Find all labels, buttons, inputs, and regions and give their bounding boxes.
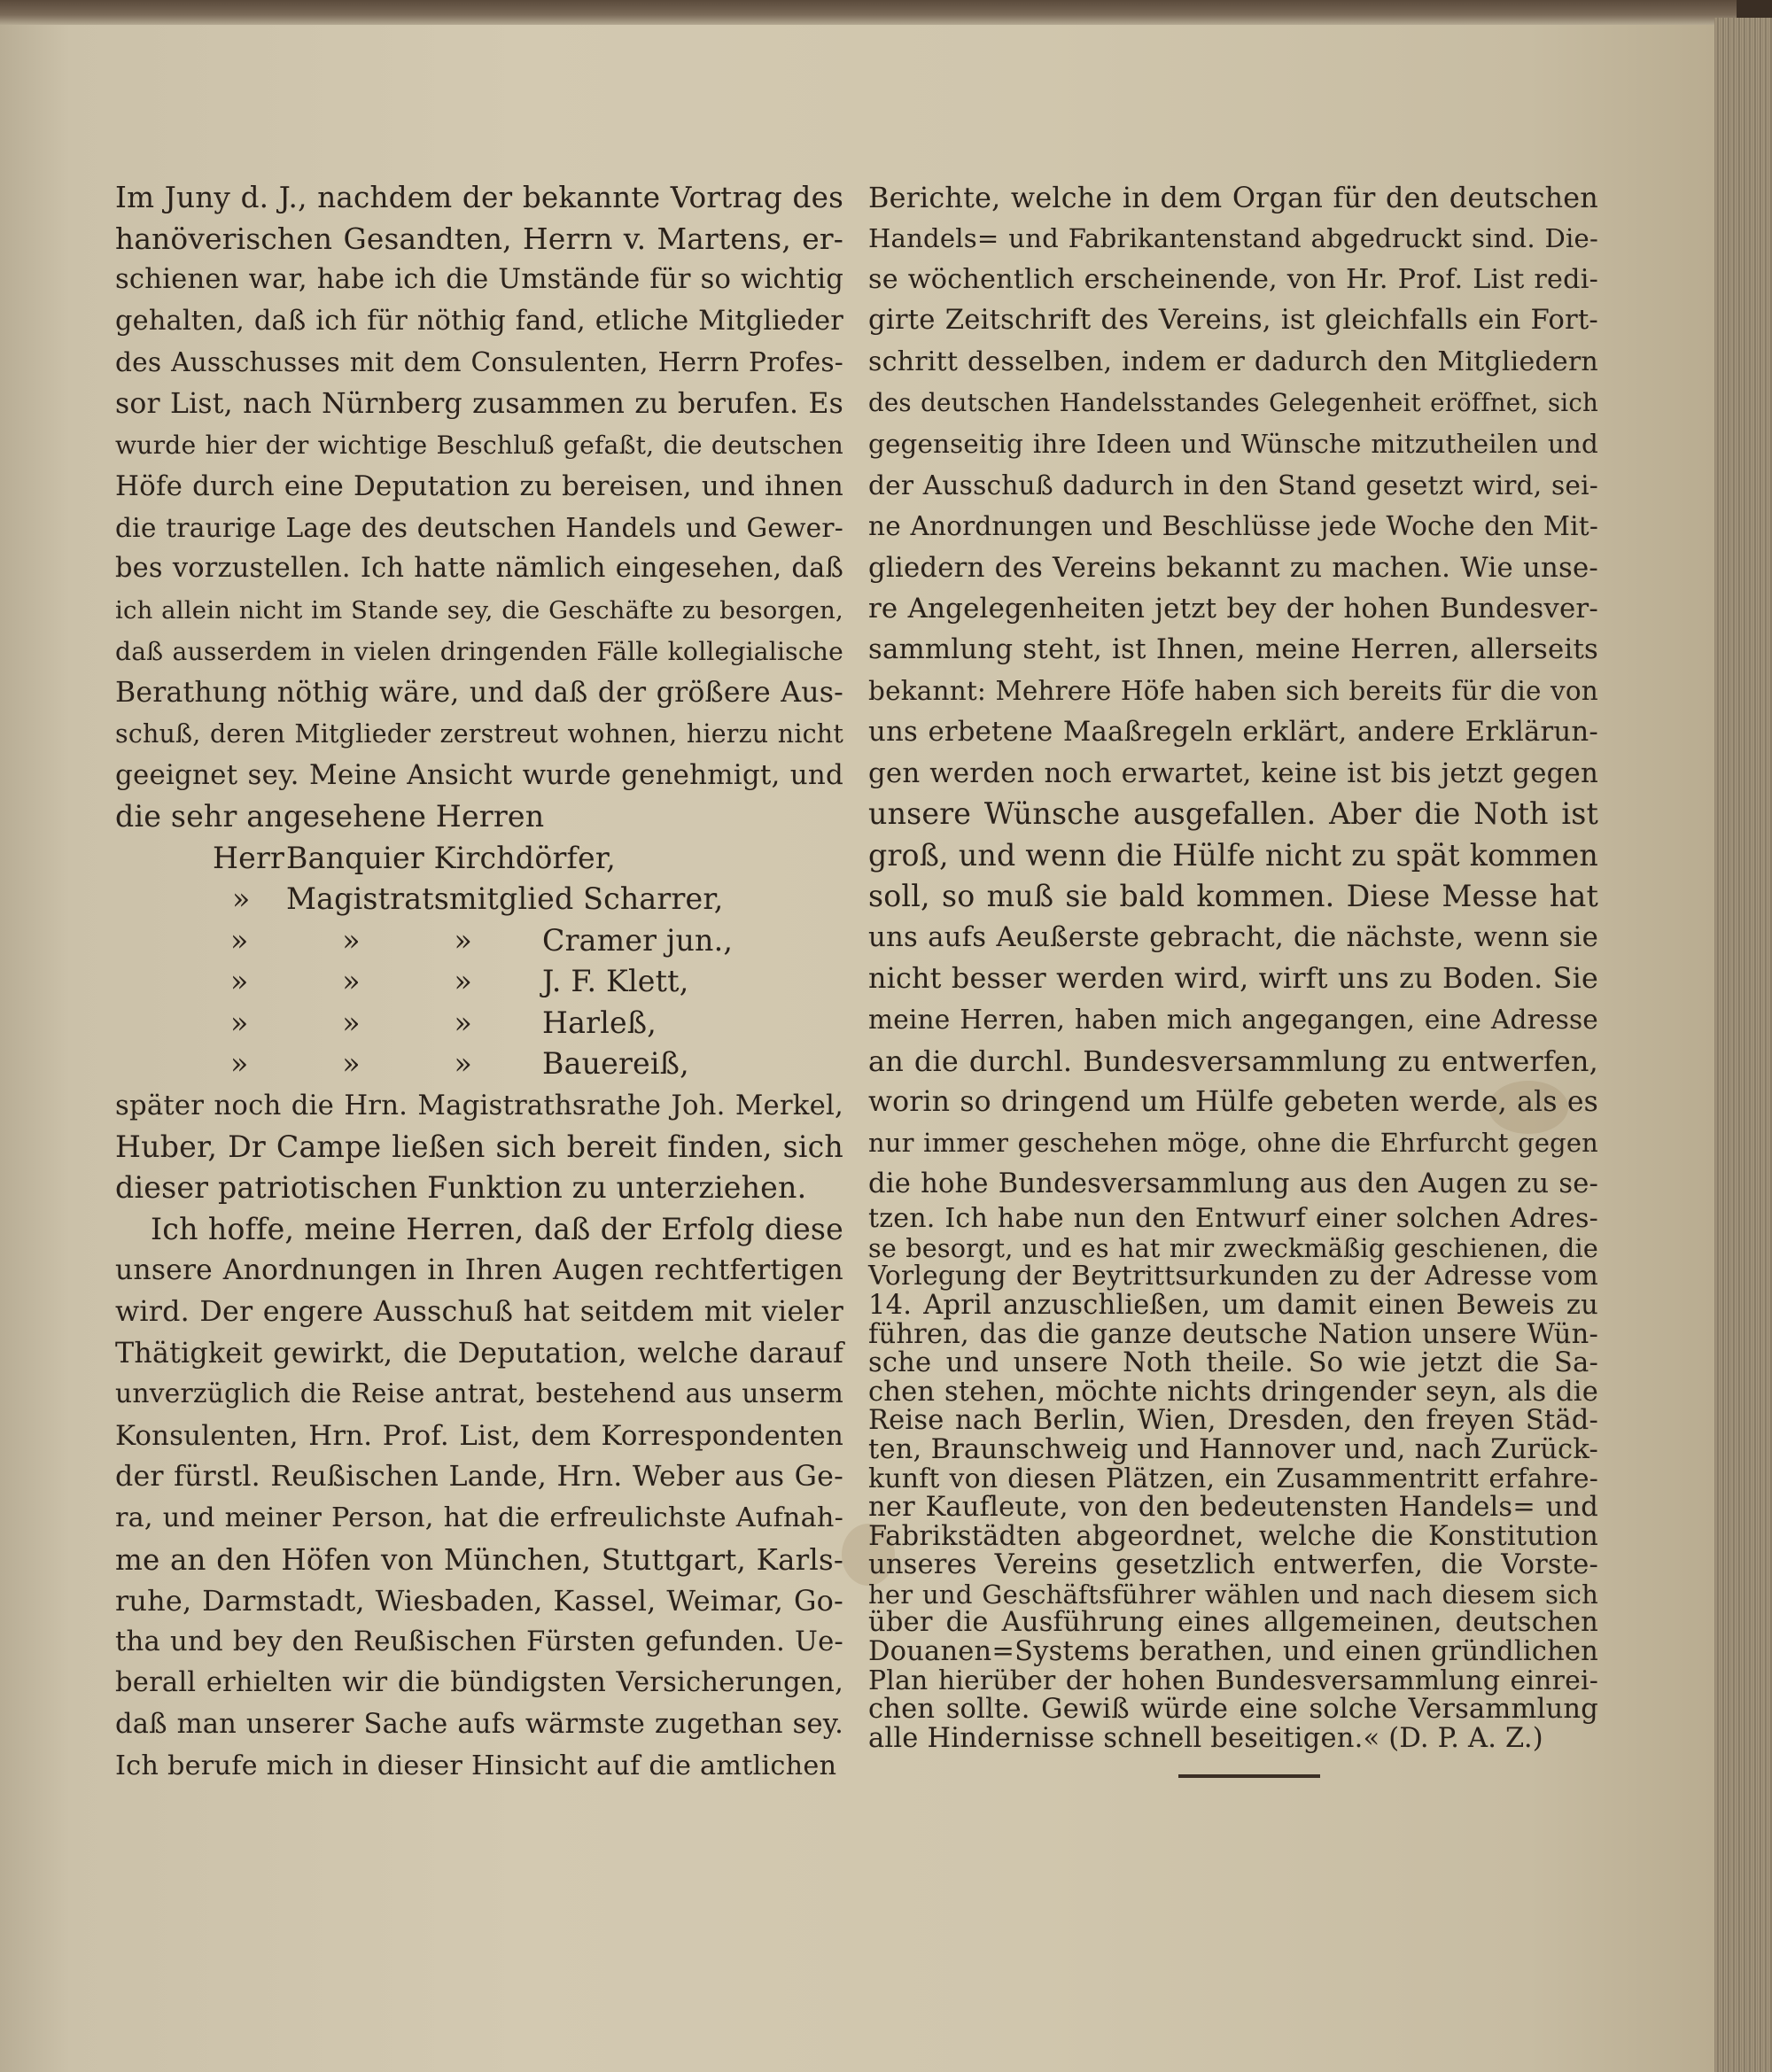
list-prefix: »: [232, 881, 251, 917]
text-line: ten, Braunschweig und Hannover und, nach Zurück-: [868, 1433, 1598, 1465]
text-line: später noch die Hrn. Magistrathsrathe Joh. Merkel,: [115, 1090, 843, 1122]
list-prefix: » » »: [230, 1046, 473, 1082]
list-name: Bauereiß,: [542, 1046, 689, 1082]
text-line: die sehr angesehene Herren: [115, 798, 545, 834]
text-line: Höfe durch eine Deputation zu bereisen, und ihnen: [115, 470, 843, 503]
text-line: ruhe, Darmstadt, Wiesbaden, Kassel, Weimar, Go-: [115, 1584, 843, 1618]
text-line: alle Hindernisse schnell beseitigen.« (D. P. A. Z.): [868, 1722, 1543, 1754]
text-line: führen, das die ganze deutsche Nation unsere Wün-: [868, 1318, 1598, 1350]
text-line: die traurige Lage des deutschen Handels und Gewer-: [115, 511, 843, 543]
text-line: die hohe Bundesversammlung aus den Augen zu se-: [868, 1168, 1598, 1199]
paragraph-3: [115, 1209, 843, 1787]
text-line: Ich hoffe, meine Herren, daß der Erfolg diese: [151, 1211, 843, 1246]
text-line: ra, und meiner Person, hat die erfreulichste Aufnah-: [115, 1502, 843, 1533]
list-prefix: » » »: [230, 922, 473, 958]
closing-rule: [1178, 1774, 1320, 1778]
text-line: unverzüglich die Reise antrat, bestehend aus unserm: [115, 1378, 843, 1410]
text-line: Vorlegung der Beytrittsurkunden zu der Adresse vom: [868, 1261, 1598, 1292]
text-line: groß, und wenn die Hülfe nicht zu spät kommen: [868, 837, 1598, 873]
text-line: Plan hierüber der hohen Bundesversammlung einrei-: [868, 1665, 1598, 1696]
text-line: schritt desselben, indem er dadurch den Mitgliedern: [868, 345, 1598, 377]
text-line: chen sollte. Gewiß würde eine solche Versammlung: [868, 1694, 1598, 1726]
text-line: dieser patriotischen Funktion zu unterziehen.: [115, 1170, 807, 1206]
left-column: [115, 177, 843, 1787]
text-line: schienen war, habe ich die Umstände für so wichtig: [115, 264, 843, 296]
list-name: Magistratsmitglied Scharrer,: [286, 881, 724, 917]
text-line: bekannt: Mehrere Höfe haben sich bereits für die von: [868, 675, 1598, 706]
text-line: Im Juny d. J., nachdem der bekannte Vortrag des: [115, 181, 843, 214]
list-name: Cramer jun.,: [542, 922, 734, 958]
list-item: [115, 1003, 843, 1044]
list-name: J. F. Klett,: [542, 964, 689, 999]
text-line: ner Kaufleute, von den bedeutensten Handels= und: [868, 1492, 1598, 1524]
list-item: [115, 838, 843, 880]
text-line: Thätigkeit gewirkt, die Deputation, welche darauf: [115, 1337, 843, 1370]
text-line: girte Zeitschrift des Vereins, ist gleichfalls ein Fort-: [868, 305, 1598, 337]
text-line: Berathung nöthig wäre, und daß der größere Aus-: [115, 677, 843, 710]
names-list: [115, 838, 843, 1086]
text-line: hanöverischen Gesandten, Herrn v. Martens, er-: [115, 221, 843, 256]
list-item: [115, 920, 843, 962]
text-line: soll, so muß sie bald kommen. Diese Messe hat: [868, 878, 1598, 913]
text-line: daß man unserer Sache aufs wärmste zugethan sey.: [115, 1708, 843, 1740]
text-line: daß ausserdem in vielen dringenden Fälle kollegialische: [115, 636, 843, 666]
page-top-edge: [0, 0, 1737, 25]
list-item: [115, 961, 843, 1003]
text-line: me an den Höfen von München, Stuttgart, Karls-: [115, 1542, 843, 1577]
text-line: wird. Der engere Ausschuß hat seitdem mit vieler: [115, 1296, 843, 1329]
text-line: Reise nach Berlin, Wien, Dresden, den freyen Städ-: [868, 1405, 1598, 1437]
text-line: nicht besser werden wird, wirft uns zu Boden. Sie: [868, 962, 1598, 995]
text-line: meine Herren, haben mich angegangen, eine Adresse: [868, 1005, 1598, 1036]
text-line: geeignet sey. Meine Ansicht wurde genehmigt, und: [115, 759, 843, 792]
text-line: her und Geschäftsführer wählen und nach diesem sich: [868, 1579, 1598, 1610]
right-text-part-2: [868, 1205, 1598, 1753]
text-line: gegenseitig ihre Ideen und Wünsche mitzutheilen und: [868, 429, 1598, 460]
list-name: Banquier Kirchdörfer,: [286, 840, 617, 875]
text-line: Huber, Dr Campe ließen sich bereit finden, sich: [115, 1129, 843, 1164]
right-text-part-1: [868, 177, 1598, 1205]
text-line: uns aufs Aeußerste gebracht, die nächste, wenn sie: [868, 921, 1598, 954]
text-line: se besorgt, und es hat mir zweckmäßig geschienen, die: [868, 1232, 1598, 1263]
text-line: Fabrikstädten abgeordnet, welche die Konstitution: [868, 1520, 1598, 1552]
text-line: gen werden noch erwartet, keine ist bis jetzt gegen: [868, 757, 1598, 789]
text-line: sor List, nach Nürnberg zusammen zu berufen. Es: [115, 387, 843, 420]
text-line: gehalten, daß ich für nöthig fand, etliche Mitglieder: [115, 305, 843, 337]
text-line: Handels= und Fabrikantenstand abgedruckt sind. Die-: [868, 223, 1598, 254]
text-line: Berichte, welche in dem Organ für den deutschen: [868, 181, 1598, 214]
text-line: sche und unsere Noth theile. So wie jetzt die Sa-: [868, 1347, 1598, 1379]
list-item: [115, 879, 843, 920]
text-line: bes vorzustellen. Ich hatte nämlich eingesehen, daß: [115, 553, 843, 585]
text-line: ich allein nicht im Stande sey, die Geschäfte zu besorgen,: [115, 595, 843, 625]
text-line: nur immer geschehen möge, ohne die Ehrfurcht gegen: [868, 1128, 1598, 1159]
list-name: Harleß,: [542, 1005, 657, 1040]
text-line: schuß, deren Mitglieder zerstreut wohnen, hierzu nicht: [115, 718, 843, 749]
text-line: 14. April anzuschließen, um damit einen Beweis zu: [868, 1289, 1598, 1321]
text-line: Konsulenten, Hrn. Prof. List, dem Korrespondenten: [115, 1419, 843, 1452]
text-line: unsere Anordnungen in Ihren Augen rechtfertigen: [115, 1254, 843, 1287]
text-line: re Angelegenheiten jetzt bey der hohen Bundesver-: [868, 593, 1598, 625]
text-line: gliedern des Vereins bekannt zu machen. Wie unse-: [868, 551, 1598, 584]
text-line: Douanen=Systems berathen, und einen gründlichen: [868, 1636, 1598, 1668]
list-prefix: » » »: [230, 1005, 473, 1040]
text-line: der fürstl. Reußischen Lande, Hrn. Weber aus Ge-: [115, 1461, 843, 1494]
text-line: der Ausschuß dadurch in den Stand gesetzt wird, sei-: [868, 469, 1598, 501]
right-column: [868, 177, 1598, 1753]
paragraph-1: [115, 177, 843, 838]
text-line: tha und bey den Reußischen Fürsten gefunden. Ue-: [115, 1626, 843, 1657]
text-line: unsere Wünsche ausgefallen. Aber die Noth ist: [868, 796, 1598, 832]
text-line: an die durchl. Bundesversammlung zu entwerfen,: [868, 1044, 1598, 1078]
text-line: tzen. Ich habe nun den Entwurf einer solchen Adres-: [868, 1203, 1598, 1235]
text-line: se wöchentlich erscheinende, von Hr. Prof. List redi-: [868, 263, 1598, 295]
list-item: [115, 1044, 843, 1085]
text-line: berall erhielten wir die bündigsten Versicherungen,: [115, 1667, 843, 1699]
text-line: des deutschen Handelsstandes Gelegenheit eröffnet, sich: [868, 388, 1598, 418]
text-line: kunft von diesen Plätzen, ein Zusammentritt erfahre-: [868, 1463, 1598, 1494]
text-line: unseres Vereins gesetzlich entwerfen, die Vorste-: [868, 1549, 1598, 1581]
list-prefix: » » »: [230, 964, 473, 999]
text-line: uns erbetene Maaßregeln erklärt, andere Erklärun-: [868, 716, 1598, 749]
text-line: chen stehen, möchte nichts dringender seyn, als die: [868, 1376, 1598, 1408]
text-line: des Ausschusses mit dem Consulenten, Herrn Profes-: [115, 347, 843, 378]
text-line: sammlung steht, ist Ihnen, meine Herren, allerseits: [868, 633, 1598, 666]
text-line: worin so dringend um Hülfe gebeten werde, als es: [868, 1085, 1598, 1118]
text-line: Ich berufe mich in dieser Hinsicht auf die amtlichen: [115, 1750, 837, 1781]
list-prefix: Herr: [213, 840, 285, 875]
text-line: über die Ausführung eines allgemeinen, deutschen: [868, 1607, 1598, 1639]
text-line: ne Anordnungen und Beschlüsse jede Woche den Mit-: [868, 511, 1598, 542]
page-stack-edges: [1714, 18, 1772, 2072]
paragraph-2: [115, 1085, 843, 1209]
text-line: wurde hier der wichtige Beschluß gefaßt, die deutschen: [115, 430, 843, 460]
